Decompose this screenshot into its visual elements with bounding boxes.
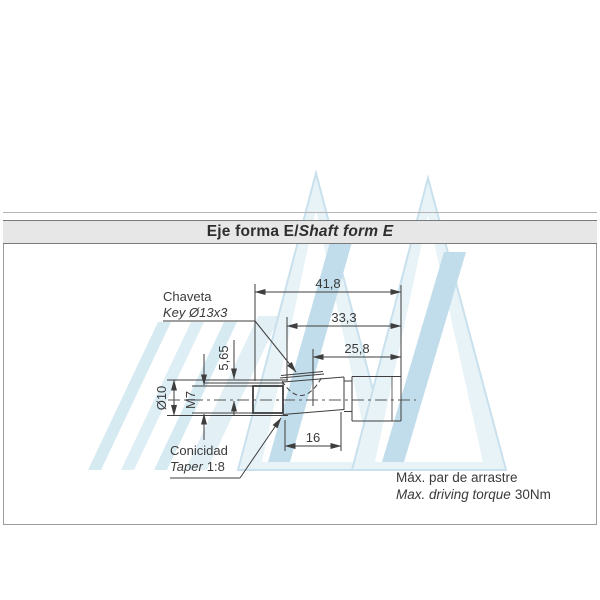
- taper-bottom: [283, 410, 344, 415]
- taper-ratio: 1:8: [206, 459, 225, 474]
- key-leader: [255, 321, 296, 372]
- dim-text-to-key: 25,8: [344, 341, 370, 356]
- page-title-es: Eje forma E: [206, 223, 295, 240]
- torque-note: [396, 469, 551, 503]
- title-divider: /: [294, 223, 299, 240]
- taper-leader: [240, 418, 281, 478]
- relief-groove: [344, 381, 352, 412]
- dim-text-diameter: Ø10: [154, 385, 169, 411]
- key-callout: [163, 289, 227, 321]
- key-label-es: Chaveta: [163, 289, 212, 304]
- key-label-en: Key Ø13x3: [163, 305, 228, 320]
- taper-callout: [170, 443, 228, 475]
- page-title-en: Shaft form E: [298, 223, 394, 240]
- taper-label-en: Taper: [170, 459, 203, 474]
- dim-text-thread: M7: [183, 390, 198, 410]
- taper-label-es: Conicidad: [170, 443, 228, 458]
- dim-text-overall: 41,8: [315, 276, 341, 291]
- torque-value: 30Nm: [514, 487, 551, 502]
- dim-text-key-height: 5,65: [216, 345, 231, 371]
- cylinder-body: [352, 377, 401, 422]
- torque-note-es: Máx. par de arrastre: [396, 470, 518, 485]
- dim-text-taper-length: 16: [305, 430, 321, 445]
- shaft-outline: [168, 372, 416, 422]
- dim-text-to-taper: 33,3: [331, 310, 357, 325]
- torque-note-en: Max. driving torque: [396, 487, 511, 502]
